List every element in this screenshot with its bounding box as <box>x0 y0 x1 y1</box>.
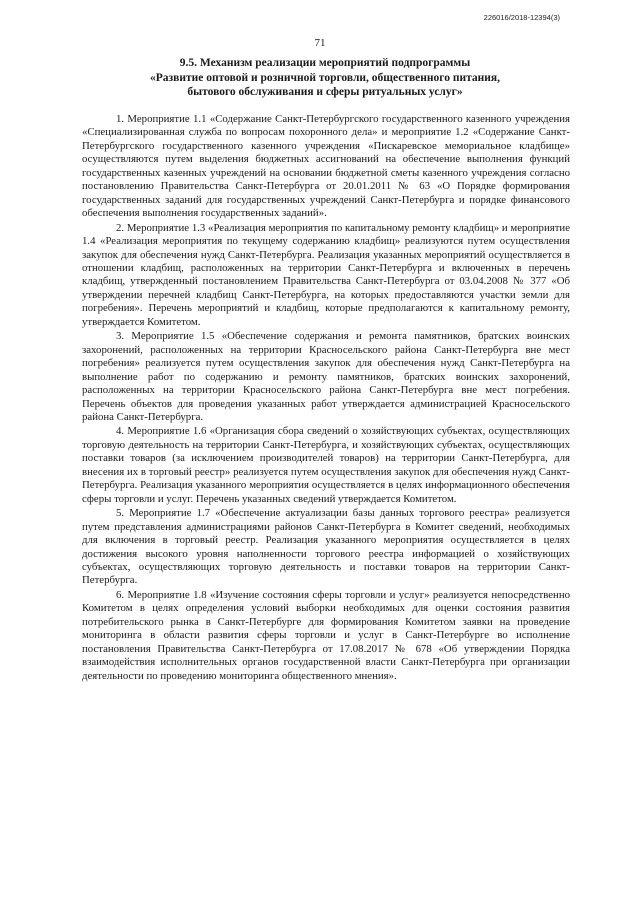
paragraph-2: 2. Мероприятие 1.3 «Реализация мероприятия по капитальному ремонту кладбищ» и мероприятие 1.4 «Реализация мероприятия по текущему содержанию кладбищ» реализуются путем осуществления закупок для обеспечения нужд Санкт-Петербурга. Реализация указанных мероприятий осуществляется в отношении кладбищ, расположенных на территории Санкт-Петербурга и включенных в перечень кладбищ, утвержденный постановлением Правительства Санкт-Петербурга от 03.04.2008 № 377 «Об утверждении перечней кладбищ Санкт-Петербурга, на которых предоставляются участки земли для погребения». Перечень мероприятий и кладбищ, которые предполагаются к капитальному ремонту, утверждается Комитетом. <box>82 221 570 328</box>
heading-line-1: 9.5. Механизм реализации мероприятий подпрограммы <box>179 57 471 69</box>
paragraph-1: 1. Мероприятие 1.1 «Содержание Санкт-Петербургского государственного казенного учреждения «Специализированная служба по вопросам похоронного дела» и мероприятие 1.2 «Содержание Санкт-Петербургского государственного казенного учреждения «Пискаревское мемориальное кладбище» осуществляются путем выделения бюджетных ассигнований на обеспечение выполнения функций государственных казенных учреждений на основании бюджетной сметы казенного учреждения согласно постановлению Правительства Санкт-Петербурга от 20.01.2011 № 63 «О Порядке формирования государственных заданий для государственных учреждений Санкт-Петербурга и порядке финансового обеспечения выполнения государственных заданий». <box>82 113 570 220</box>
document-body <box>82 113 570 684</box>
page-number: 71 <box>314 37 326 49</box>
section-heading <box>80 56 570 100</box>
document-id: 226016/2018-12394(3) <box>483 13 560 22</box>
heading-line-3: бытового обслуживания и сферы ритуальных услуг» <box>187 86 463 98</box>
paragraph-5: 5. Мероприятие 1.7 «Обеспечение актуализации базы данных торгового реестра» реализуется путем представления администрациями районов Санкт-Петербурга в Комитет сведений, необходимых для включения в торговый реестр. Реализация указанного мероприятия осуществляется в целях достижения высокого уровня наполненности торгового реестра информацией о хозяйствующих субъектах, осуществляющих торговую деятельность и поставки товаров на территории Санкт-Петербурга. <box>82 507 570 587</box>
paragraph-6: 6. Мероприятие 1.8 «Изучение состояния сферы торговли и услуг» реализуется непосредственно Комитетом в целях определения условий выборки необходимых для оценки состояния развития потребительского рынка в Санкт-Петербурге для формирования Комитетом заявки на проведение мониторинга в области развития сферы торговли и услуг в Санкт-Петербурге во исполнение постановления Правительства Санкт-Петербурга от 17.08.2017 № 678 «Об утверждении Порядка взаимодействия исполнительных органов государственной власти Санкт-Петербурга при организации деятельности по проведению мониторинга общественного мнения». <box>82 588 570 682</box>
heading-line-2: «Развитие оптовой и розничной торговли, общественного питания, <box>150 71 500 84</box>
paragraph-3: 3. Мероприятие 1.5 «Обеспечение содержания и ремонта памятников, братских воинских захоронений, расположенных на территории Красносельского района Санкт-Петербурга вне мест погребения» реализуется путем осуществления закупок для обеспечения нужд Санкт-Петербурга на выполнение работ по содержанию и ремонту памятников, братских воинских захоронений, расположенных на территории Красносельского района Санкт-Петербурга вне мест погребения. Перечень объектов для проведения указанных работ утверждается администрацией Красносельского района Санкт-Петербурга. <box>82 330 570 423</box>
paragraph-4: 4. Мероприятие 1.6 «Организация сбора сведений о хозяйствующих субъектах, осуществляющих торговую деятельность на территории Санкт-Петербурга, и хозяйствующих субъектах, осуществляющих поставки товаров (за исключением производителей товаров) на территории Санкт-Петербурга, для внесения их в торговый реестр» реализуется путем осуществления закупок для обеспечения нужд Санкт-Петербурга. Реализация указанного мероприятия осуществляется в целях информационного обеспечения сферы торговли и услуг. Перечень указанных сведений утверждается Комитетом. <box>82 425 570 505</box>
